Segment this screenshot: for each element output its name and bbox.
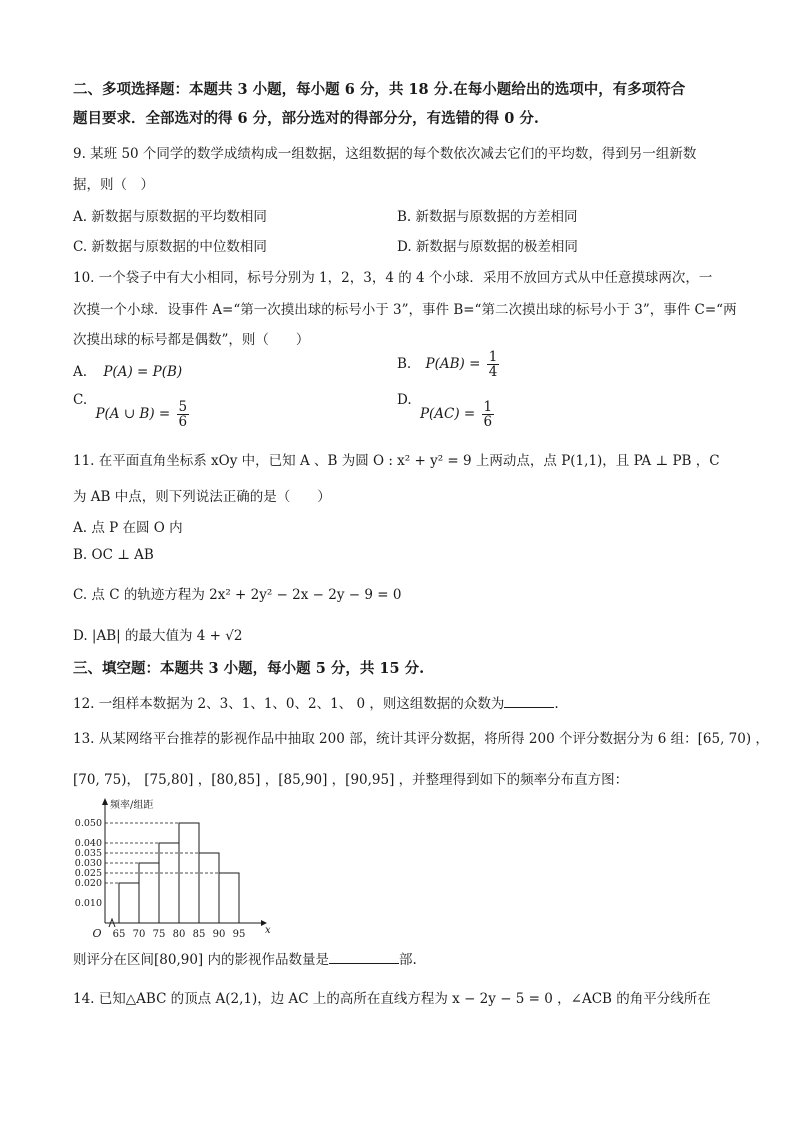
q9-stem-line2: 据，则（ ） <box>73 177 154 193</box>
q10-option-d-numerator: 1 <box>483 399 493 415</box>
x-tick-label: 95 <box>232 929 246 940</box>
q9-option-a: A. 新数据与原数据的平均数相同 <box>73 209 267 225</box>
q12-text: 12. 一组样本数据为 2、3、1、1、0、2、1、 0 ，则这组数据的众数为 <box>73 696 505 712</box>
q10-option-a-label: A. <box>73 364 88 380</box>
y-tick-label: 0.040 <box>74 838 102 849</box>
y-tick-label: 0.010 <box>74 898 102 909</box>
y-tick-label: 0.030 <box>74 858 102 869</box>
q11-stem-line2: 为 AB 中点，则下列说法正确的是（ ） <box>73 489 331 505</box>
y-axis-arrow <box>102 798 108 805</box>
q10-option-b-denominator: 4 <box>488 364 498 381</box>
q9-stem-line1: 9. 某班 50 个同学的数学成绩构成一组数据，这组数据的每个数依次减去它们的平均数，得到另一组新数 <box>73 146 697 162</box>
q10-option-c-denominator: 6 <box>178 414 188 431</box>
x-tick-label: 75 <box>152 929 166 940</box>
q10-option-d-denominator: 6 <box>483 414 493 431</box>
histogram-bar <box>139 863 159 923</box>
q13-stem-line1: 13. 从某网络平台推荐的影视作品中抽取 200 部，统计其评分数据，将所得 200 个评分数据分为 6 组：[65, 70) ， <box>73 731 769 747</box>
q13-stem-line3 <box>73 948 417 968</box>
x-axis-label: x <box>265 925 271 936</box>
q10-option-c <box>73 392 189 431</box>
frequency-histogram <box>60 795 290 945</box>
q10-option-a <box>73 364 182 380</box>
q10-option-d <box>397 392 494 431</box>
section3-title: 三、填空题：本题共 3 小题，每小题 5 分，共 15 分. <box>73 660 425 677</box>
q10-option-d-fraction <box>482 400 495 429</box>
q12-end: . <box>554 696 559 712</box>
origin-label: O <box>92 927 102 940</box>
x-tick-label: 65 <box>112 929 126 940</box>
q10-option-b-numerator: 1 <box>488 349 498 365</box>
y-axis-label: 频率/组距 <box>110 800 154 811</box>
x-tick-label: 90 <box>212 929 226 940</box>
q10-option-a-expr: P(A) = P(B) <box>103 364 183 380</box>
y-tick-label: 0.050 <box>74 818 102 829</box>
histogram-bar <box>219 873 239 923</box>
q10-option-b <box>397 350 499 379</box>
q9-option-d: D. 新数据与原数据的极差相同 <box>397 239 578 255</box>
histogram-bar <box>119 883 139 923</box>
histogram-bar <box>159 843 179 923</box>
q13-question-end: 部. <box>398 952 417 968</box>
q10-option-d-expr: P(AC) = <box>419 406 476 423</box>
q14-stem-line1: 14. 已知△ABC 的顶点 A(2,1)，边 AC 上的高所在直线方程为 x − 2y − 5 = 0 ，∠ACB 的角平分线所在 <box>73 991 711 1007</box>
y-tick-label: 0.020 <box>74 878 102 889</box>
x-tick-label: 85 <box>192 929 206 940</box>
q9-option-c: C. 新数据与原数据的中位数相同 <box>73 239 267 255</box>
q10-option-b-fraction <box>487 350 500 379</box>
q12-stem <box>73 692 559 712</box>
y-tick-label: 0.025 <box>74 868 102 879</box>
q11-option-d: D. |AB| 的最大值为 4 + √2 <box>73 628 243 644</box>
section2-title-line2: 题目要求．全部选对的得 6 分，部分选对的得部分分，有选错的得 0 分. <box>73 110 539 127</box>
q10-option-c-label: C. <box>73 392 88 408</box>
q11-stem-line1: 11. 在平面直角坐标系 xOy 中，已知 A 、B 为圆 O : x² + y² = 9 上两动点，点 P(1,1)，且 PA ⊥ PB ，C <box>73 453 720 469</box>
histogram-layer <box>75 798 271 940</box>
x-tick-label: 80 <box>172 929 186 940</box>
q10-stem-line1: 10. 一个袋子中有大小相同，标号分别为 1，2，3，4 的 4 个小球．采用不放回方式从中任意摸球两次，一 <box>73 270 713 286</box>
q13-question-text: 则评分在区间[80,90] 内的影视作品数量是 <box>73 952 329 968</box>
q10-stem-line3: 次摸出球的标号都是偶数”，则（ ） <box>73 332 310 348</box>
q10-option-d-label: D. <box>397 392 412 408</box>
q13-answer-blank[interactable] <box>329 963 399 964</box>
q13-stem-line2: [70, 75)， [75,80] ，[80,85] ，[85,90] ，[90,95] ，并整理得到如下的频率分布直方图： <box>73 772 629 788</box>
q11-option-a: A. 点 P 在圆 O 内 <box>73 520 183 536</box>
q11-option-c: C. 点 C 的轨迹方程为 2x² + 2y² − 2x − 2y − 9 = 0 <box>73 587 402 603</box>
q12-answer-blank[interactable] <box>504 707 554 708</box>
q10-option-b-label: B. <box>397 356 412 373</box>
y-tick-label: 0.035 <box>74 848 102 859</box>
q10-stem-line2: 次摸一个小球．设事件 A=“第一次摸出球的标号小于 3”，事件 B=“第二次摸出球的标号小于 3”，事件 C=“两 <box>73 302 737 318</box>
q10-option-c-expr: P(A ∪ B) = <box>95 406 171 423</box>
q10-option-c-fraction <box>177 400 190 429</box>
q11-option-b: B. OC ⊥ AB <box>73 547 154 563</box>
q10-option-b-expr: P(AB) = <box>425 356 481 373</box>
q10-option-c-numerator: 5 <box>178 399 188 415</box>
section2-title-line1: 二、多项选择题：本题共 3 小题，每小题 6 分，共 18 分.在每小题给出的选项中，有多项符合 <box>73 81 686 98</box>
histogram-bar <box>199 853 219 923</box>
q9-option-b: B. 新数据与原数据的方差相同 <box>397 209 578 225</box>
x-tick-label: 70 <box>132 929 146 940</box>
